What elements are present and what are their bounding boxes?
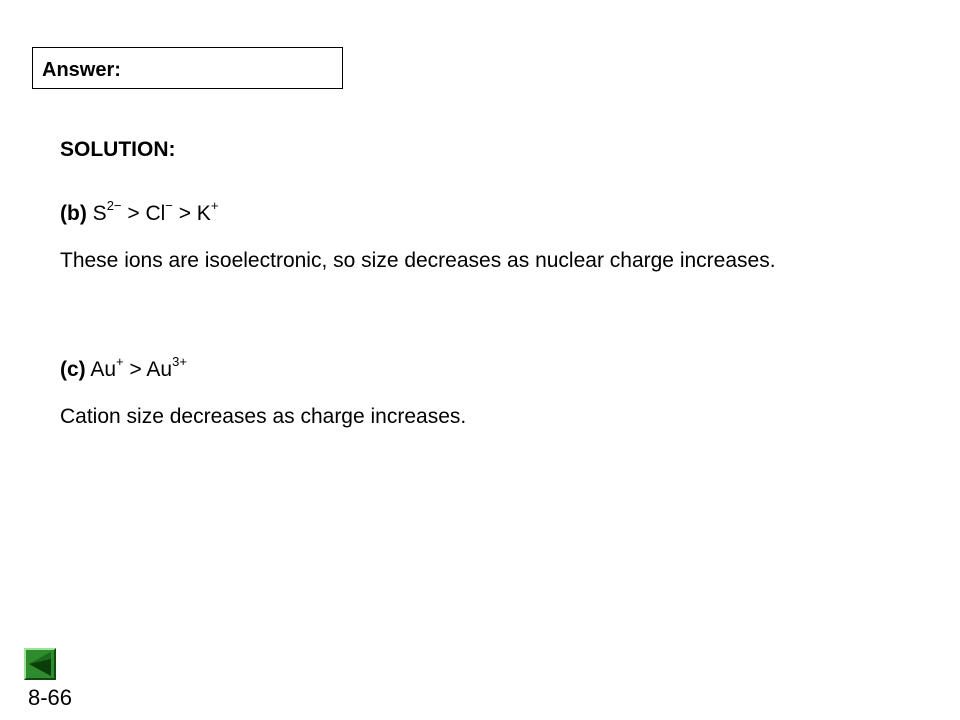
answer-label: Answer: (42, 59, 121, 81)
solution-title: SOLUTION: (60, 138, 176, 161)
part-b-ion-1: S (92, 202, 107, 225)
part-c-ion-2-charge: 3+ (172, 354, 187, 369)
part-b-ion-1-charge: 2− (106, 198, 122, 213)
part-b-label: (b) (60, 202, 87, 225)
answer-box (32, 47, 343, 89)
back-arrow-glyph (26, 650, 54, 678)
part-b-ion-2-charge: − (165, 198, 173, 213)
slide-number: 8-66 (28, 685, 73, 710)
part-b-separator-1: > Cl (121, 202, 166, 225)
back-arrow-icon[interactable] (24, 648, 56, 680)
part-b-ion-3-charge: + (210, 198, 219, 213)
part-c-label: (c) (60, 358, 86, 381)
part-b-separator-2: > K (172, 202, 211, 225)
part-b-explanation: These ions are isoelectronic, so size decreases as nuclear charge increases. (60, 249, 776, 272)
part-c-separator-1: > Au (123, 358, 173, 381)
part-c-ranking (60, 355, 187, 385)
part-c-explanation: Cation size decreases as charge increases. (60, 405, 467, 428)
part-b-ranking (60, 199, 218, 229)
part-c-ion-1-charge: + (116, 354, 124, 369)
part-c-ion-1: Au (90, 358, 117, 381)
